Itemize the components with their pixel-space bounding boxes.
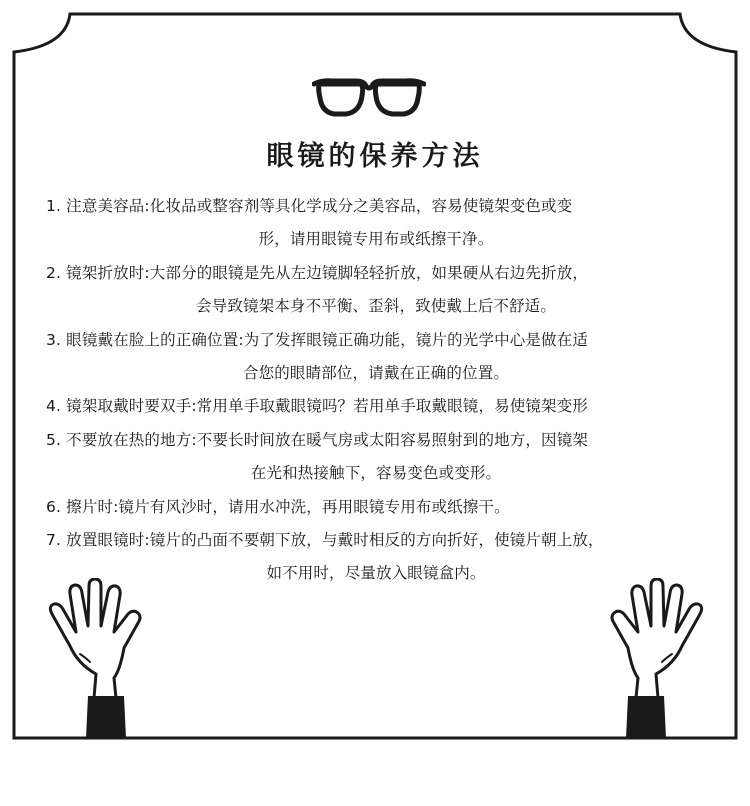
item-line: 5. 不要放在热的地方:不要长时间放在暖气房或太阳容易照射到的地方，因镜架 [46,430,588,449]
item-line: 2. 镜架折放时:大部分的眼镜是先从左边镜脚轻轻折放，如果硬从右边先折放， [46,263,588,282]
item-line: 合您的眼睛部位，请戴在正确的位置。 [242,363,510,382]
raised-hand-right-icon [598,578,708,738]
list-item [46,491,706,524]
item-line: 如不用时，尽量放入眼镜盒内。 [266,564,486,583]
item-line: 7. 放置眼镜时:镜片的凸面不要朝下放，与戴时相反的方向折好，使镜片朝上放， [46,530,604,549]
raised-hand-left-icon [44,578,154,738]
page-title: 眼镜的保养方法 [266,141,484,172]
item-line: 1. 注意美容品:化妆品或整容剂等具化学成分之美容品，容易使镜架变色或变 [46,197,573,215]
list-item [46,424,706,491]
list-item [46,324,706,391]
item-line: 6. 擦片时:镜片有风沙时，请用水冲洗，再用眼镜专用布或纸擦干。 [46,497,510,516]
item-line: 形，请用眼镜专用布或纸擦干净。 [258,230,494,249]
item-line: 3. 眼镜戴在脸上的正确位置:为了发挥眼镜正确功能，镜片的光学中心是做在适 [46,330,588,349]
item-line: 会导致镜架本身不平衡、歪斜，致使戴上后不舒适。 [196,297,556,316]
care-tips-list [46,190,706,591]
list-item [46,257,706,324]
item-line: 在光和热接触下，容易变色或变形。 [250,464,502,483]
item-line: 4. 镜架取戴时要双手:常用单手取戴眼镜吗？若用单手取戴眼镜，易使镜架变形 [46,397,588,416]
list-item [46,390,706,423]
list-item [46,190,706,257]
glasses-icon [312,76,426,124]
